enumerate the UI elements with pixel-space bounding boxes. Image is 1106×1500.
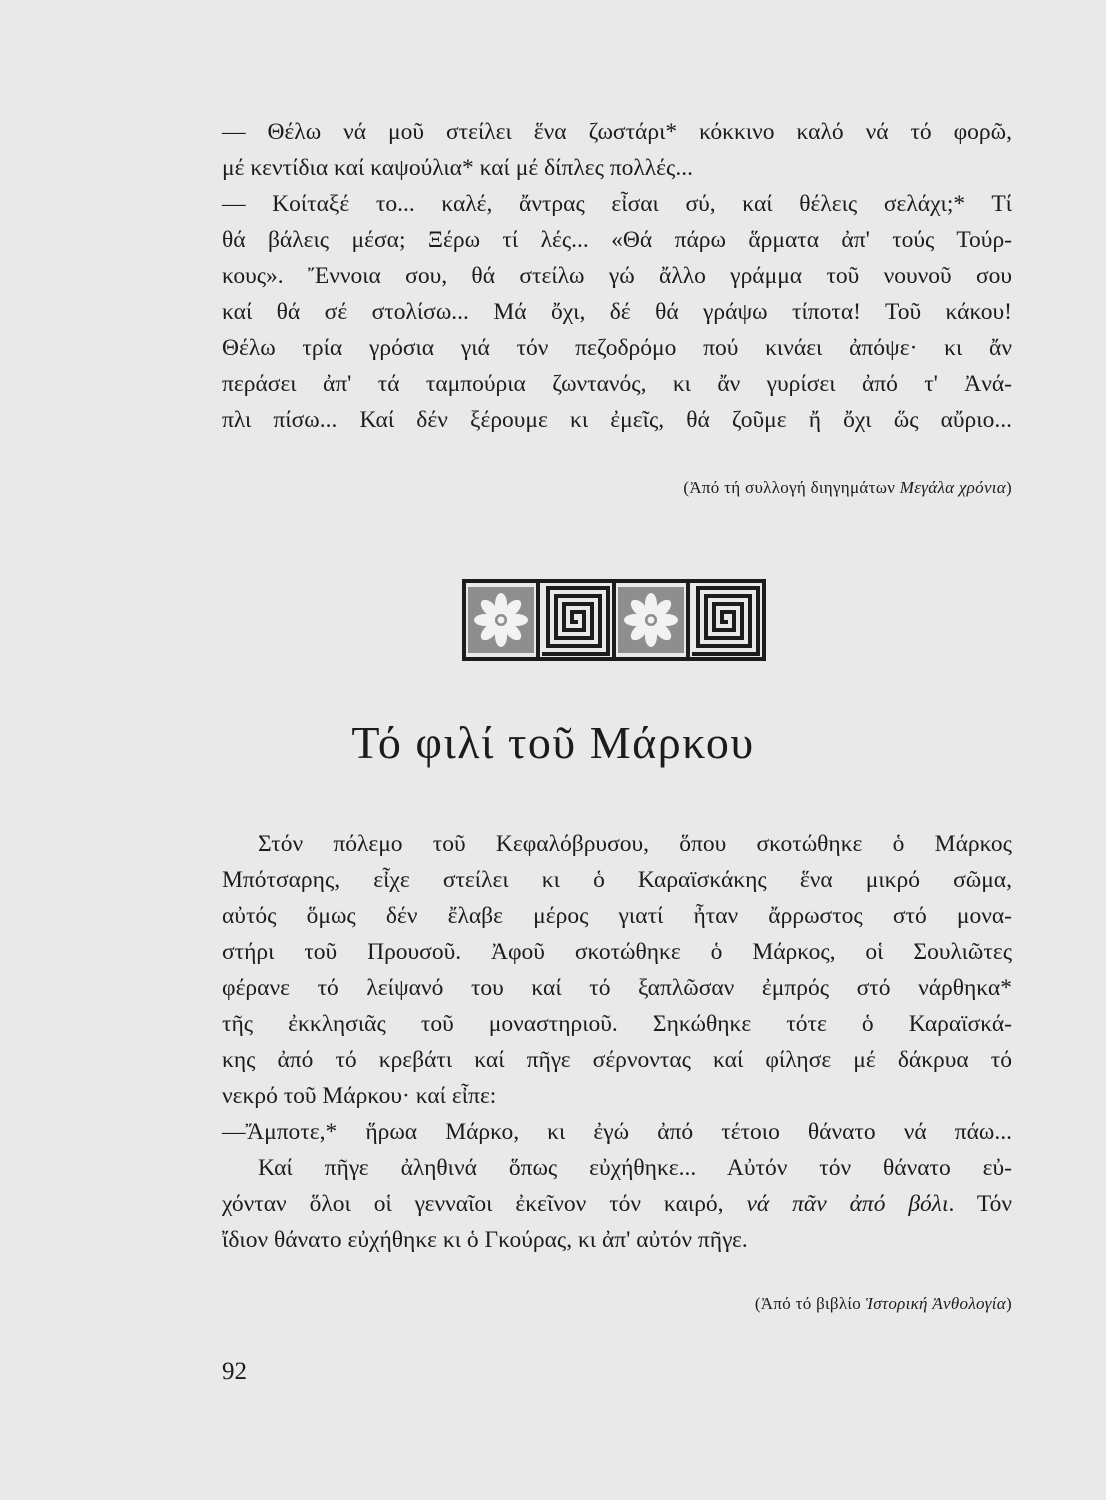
story-line: Μπότσαρης, εἶχε στείλει κι ὁ Καραϊσκάκης ἕνα μικρό σῶμα, [222,867,1012,893]
page-number: 92 [222,1358,247,1385]
story-source [755,1294,1012,1314]
excerpt-line: περάσει ἀπ' τά ταμπούρια ζωντανός, κι ἄν γυρίσει ἀπό τ' Ἀνά- [222,371,1012,397]
story-line-end: . Τόν [948,1191,1012,1217]
spiral-icon [692,588,758,654]
excerpt-line: μέ κεντίδια καί καψούλια* καί μέ δίπλες πολλές... [222,155,693,181]
source-suffix: ) [1006,1294,1012,1313]
story-title: Τό φιλί τοῦ Μάρκου [351,717,755,768]
story-line: φέρανε τό λείψανό του καί τό ξαπλῶσαν ἐμπρός στό νάρθηκα* [222,975,1012,1001]
story-line: Στόν πόλεμο τοῦ Κεφαλόβρυσου, ὅπου σκοτώθηκε ὁ Μάρκος [258,831,1012,857]
story-line-start: χόνταν ὅλοι οἱ γενναῖοι ἐκεῖνον τόν καιρό, [222,1191,747,1217]
story-line: κης ἀπό τό κρεβάτι καί πῆγε σέρνοντας καί φίλησε μέ δάκρυα τό [222,1047,1012,1073]
story-line-with-italic [222,1186,1012,1222]
excerpt-line: κους». Ἔννοια σου, θά στείλω γώ ἄλλο γράμμα τοῦ νουνοῦ σου [222,263,1012,289]
story-text [222,826,1012,1258]
excerpt-text [222,114,1012,438]
excerpt-line: — Κοίταξέ το... καλέ, ἄντρας εἶσαι σύ, καί θέλεις σελάχι;* Τί [222,191,1012,217]
source-suffix: ) [1006,478,1012,497]
source-prefix: (Ἀπό τή συλλογή διηγημάτων [683,478,900,497]
excerpt-source [683,478,1012,498]
source-title: Ἱστορική Ἀνθολογία [865,1294,1007,1313]
source-title: Μεγάλα χρόνια [899,478,1007,497]
story-line: αὐτός ὅμως δέν ἔλαβε μέρος γιατί ἦταν ἄρρωστος στό μονα- [222,903,1012,929]
story-line: στήρι τοῦ Προυσοῦ. Ἀφοῦ σκοτώθηκε ὁ Μάρκος, οἱ Σουλιῶτες [222,939,1012,965]
spiral-icon [542,588,608,654]
story-line: —Ἄμποτε,* ἥρωα Μάρκο, κι ἐγώ ἀπό τέτοιο θάνατο νά πάω... [222,1119,1012,1145]
source-prefix: (Ἀπό τό βιβλίο [754,1294,866,1313]
story-line: τῆς ἐκκλησιᾶς τοῦ μοναστηριοῦ. Σηκώθηκε τότε ὁ Καραϊσκά- [222,1011,1012,1037]
flower-icon [474,593,528,647]
flower-icon [624,593,678,647]
story-line: νεκρό τοῦ Μάρκου· καί εἶπε: [222,1083,497,1109]
excerpt-line: — Θέλω νά μοῦ στείλει ἕνα ζωστάρι* κόκκινο καλό νά τό φορῶ, [222,119,1012,145]
meander-ornament [462,578,766,662]
italic-phrase: νά πᾶν ἀπό βόλι [746,1191,949,1217]
story-line: Καί πῆγε ἀληθινά ὅπως εὐχήθηκε... Αὐτόν τόν θάνατο εὐ- [258,1155,1012,1181]
excerpt-line: πλι πίσω... Καί δέν ξέρουμε κι ἐμεῖς, θά ζοῦμε ἤ ὄχι ὥς αὔριο... [222,407,1012,433]
excerpt-line: Θέλω τρία γρόσια γιά τόν πεζοδρόμο πού κινάει ἀπόψε· κι ἄν [222,335,1012,361]
story-line: ἴδιον θάνατο εὐχήθηκε κι ὁ Γκούρας, κι ἀπ' αὐτόν πῆγε. [222,1227,748,1253]
excerpt-line: θά βάλεις μέσα; Ξέρω τί λές... «Θά πάρω ἅρματα ἀπ' τούς Τούρ- [222,227,1012,253]
excerpt-line: καί θά σέ στολίσω... Μά ὄχι, δέ θά γράψω τίποτα! Τοῦ κάκου! [222,299,1012,325]
